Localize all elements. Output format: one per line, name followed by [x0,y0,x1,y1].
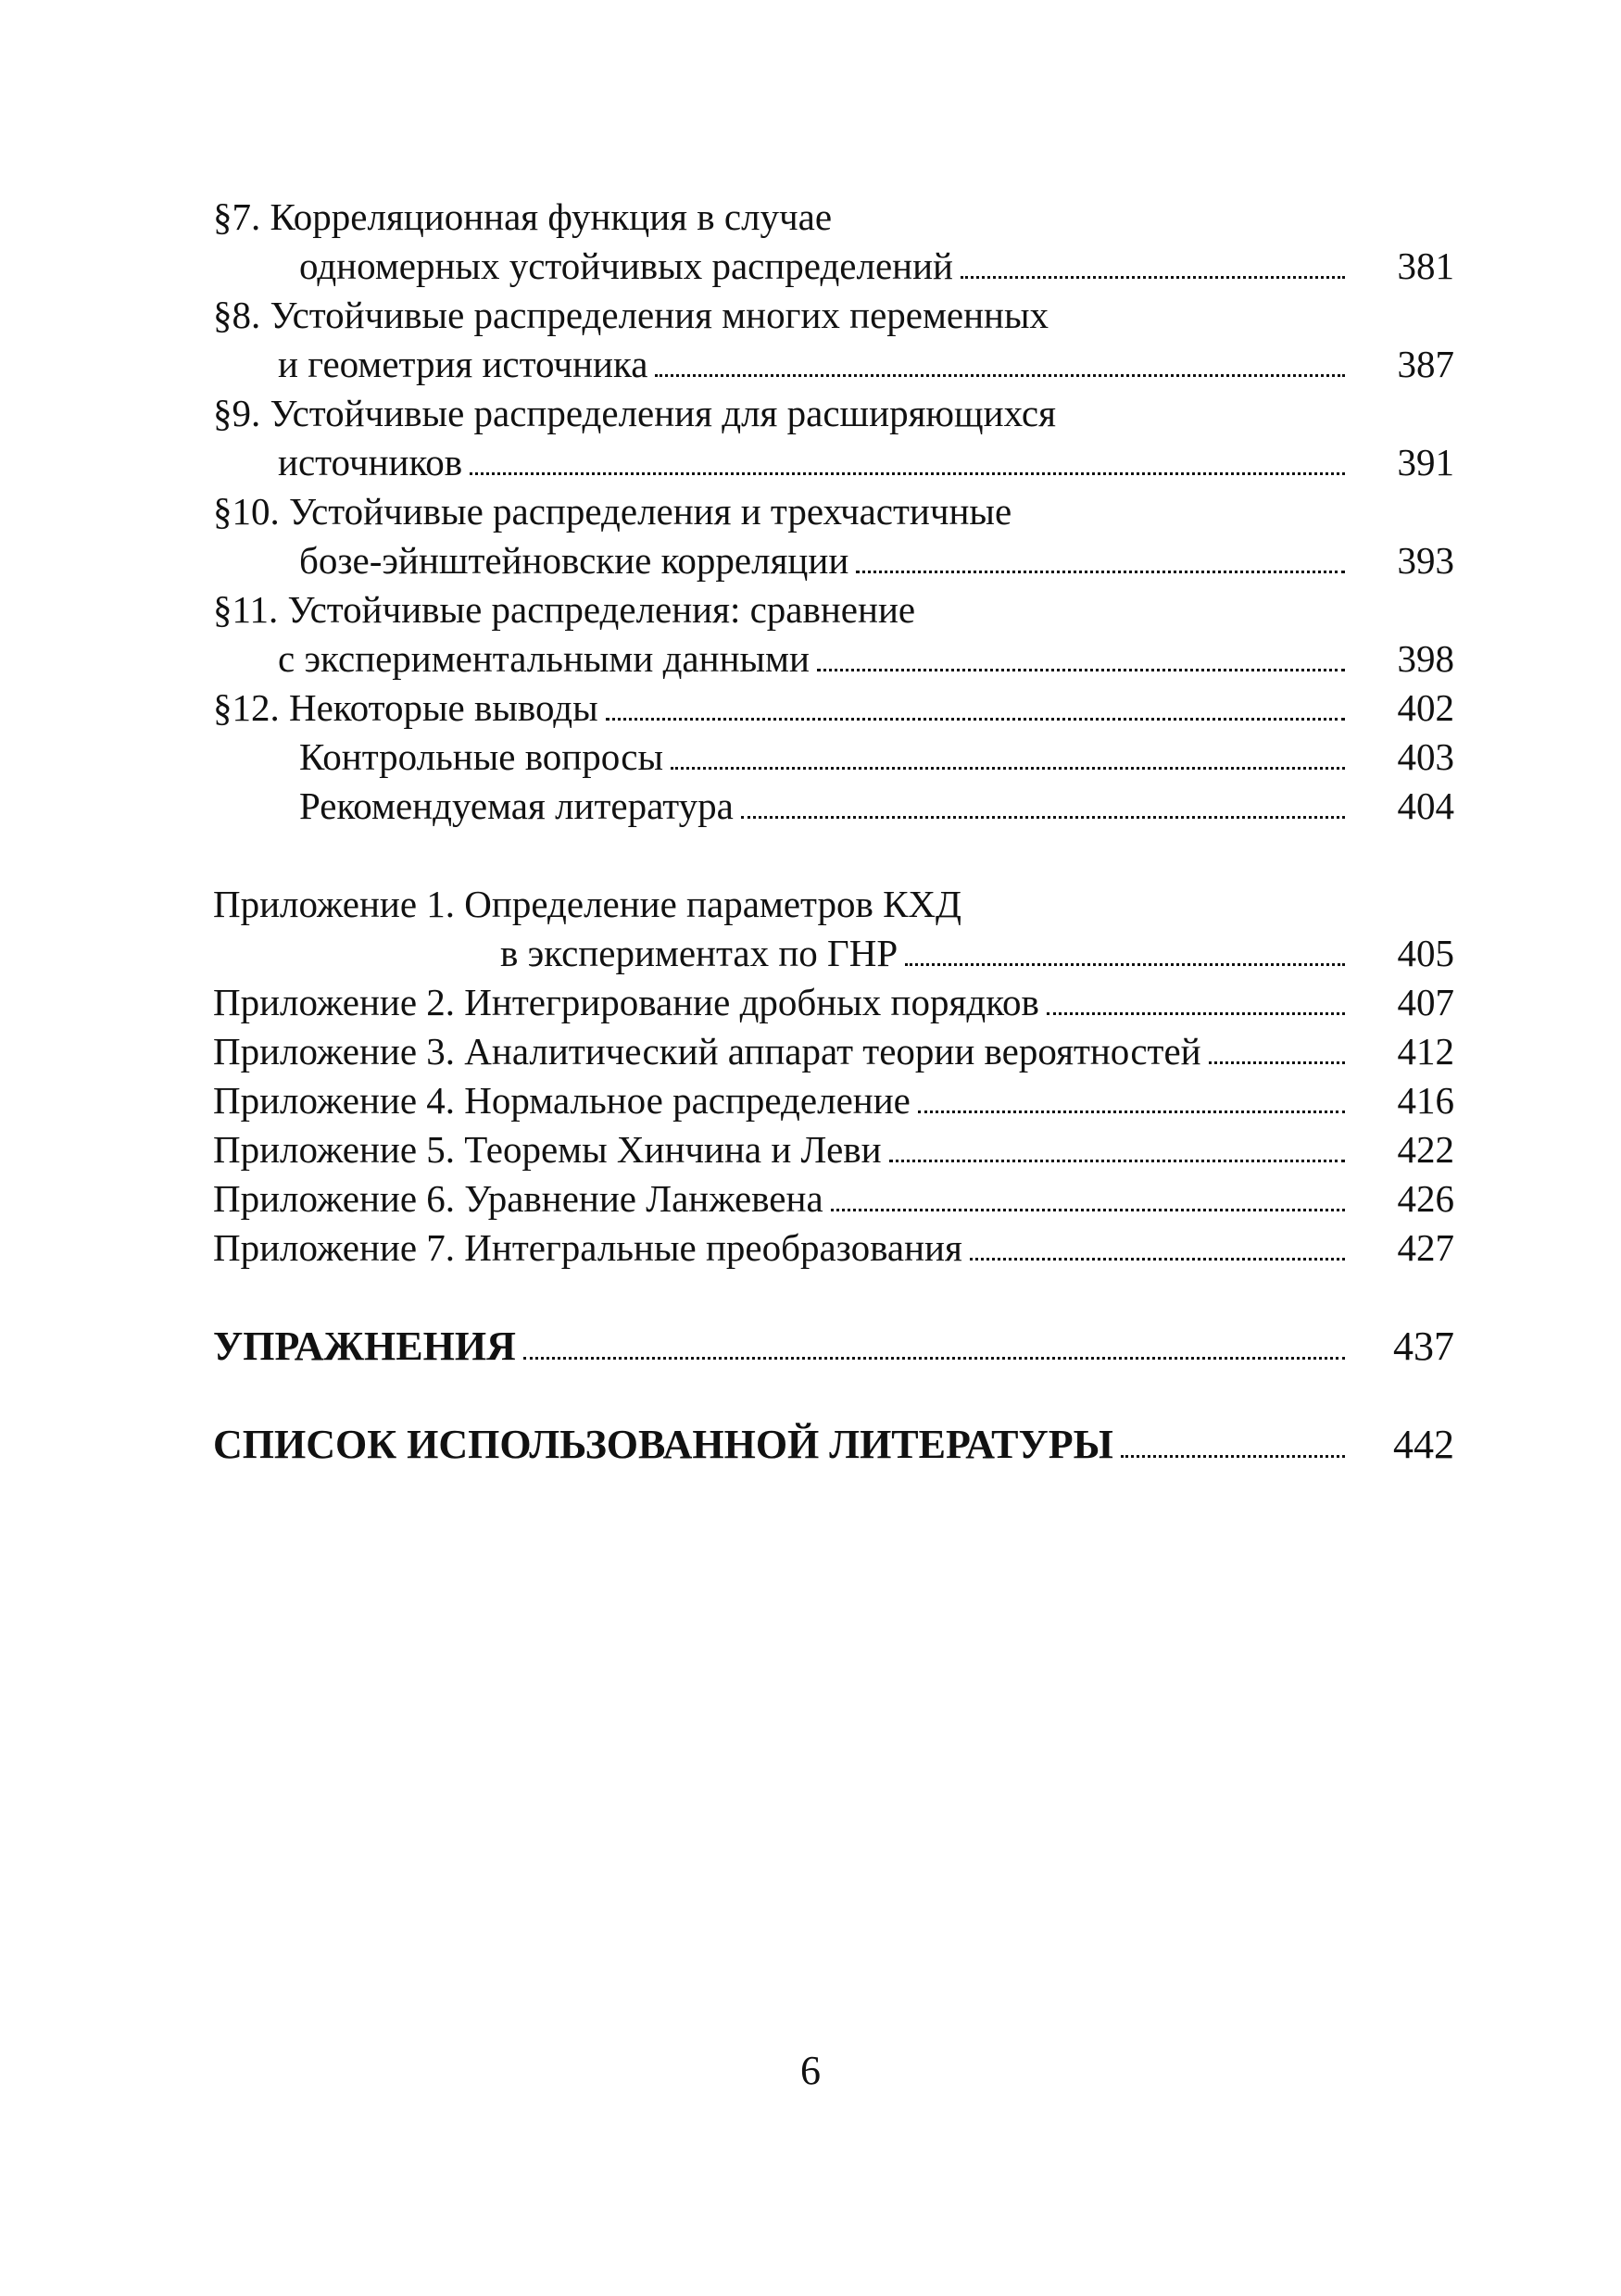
leader-dots [889,1160,1345,1162]
leader-dots [655,374,1345,377]
toc-entry-label: Приложение 2. Интегрирование дробных порядков [213,981,1039,1023]
leader-dots [523,1357,1345,1360]
toc-page-number: 404 [1397,784,1454,827]
toc-entry-label: бозе-эйнштейновские корреляции [299,539,849,582]
toc-entry-label: Контрольные вопросы [299,735,664,778]
leader-dots [1047,1012,1345,1015]
toc-entry-app2[interactable] [213,978,1454,1027]
toc-page-number: 442 [1393,1422,1454,1467]
toc-entry-label: §12. Некоторые выводы [213,686,598,729]
toc-entry-label: Приложение 6. Уравнение Ланжевена [213,1177,823,1220]
toc-entry-exercises[interactable] [213,1322,1454,1371]
toc-entry-label: источников [278,441,463,483]
toc-page-number: 407 [1397,981,1454,1023]
leader-dots [961,276,1345,279]
toc-entry-app3[interactable] [213,1027,1454,1076]
page-number: 6 [800,2048,821,2093]
toc-page-number: 422 [1397,1128,1454,1171]
toc-entry-app1[interactable] [213,929,1454,978]
toc-page-number: 381 [1397,245,1454,287]
toc-entry-label: Приложение 1. Определение параметров КХД [213,883,961,925]
toc-entry-label: Приложение 5. Теоремы Хинчина и Леви [213,1128,882,1171]
toc-page-number: 416 [1397,1079,1454,1122]
toc-entry-label: Рекомендуемая литература [299,784,734,827]
toc-entry-s7[interactable] [213,242,1454,291]
toc-entry-s12[interactable] [213,684,1454,733]
toc-page-number: 437 [1393,1324,1454,1369]
leader-dots [741,816,1345,819]
toc-entry-label: в экспериментах по ГНР [500,932,898,974]
table-of-contents [213,193,1454,1469]
toc-page-number: 398 [1397,637,1454,680]
toc-entry-label: §9. Устойчивые распределения для расширяющихся [213,392,1056,434]
toc-page-number: 393 [1397,539,1454,582]
toc-entry-label: §7. Корреляционная функция в случае [213,195,833,238]
toc-entry-s9[interactable] [213,438,1454,487]
toc-entry-app7[interactable] [213,1223,1454,1273]
toc-entry-label: Приложение 4. Нормальное распределение [213,1079,911,1122]
toc-entry-questions[interactable] [213,733,1454,782]
toc-page-number: 412 [1397,1030,1454,1073]
toc-entry-label: §10. Устойчивые распределения и трехчастичные [213,490,1012,533]
toc-entry-s10-title [213,487,1454,536]
toc-entry-app1-title [213,880,1454,929]
toc-entry-label: УПРАЖНЕНИЯ [213,1324,516,1369]
toc-entry-s11[interactable] [213,634,1454,684]
toc-page-number: 387 [1397,343,1454,385]
toc-entry-literature[interactable] [213,782,1454,831]
toc-entry-s10[interactable] [213,536,1454,585]
toc-entry-label: с экспериментальными данными [278,637,810,680]
toc-entry-label: одномерных устойчивых распределений [299,245,953,287]
toc-page-number: 426 [1397,1177,1454,1220]
toc-page-number: 427 [1397,1226,1454,1269]
toc-entry-app6[interactable] [213,1174,1454,1223]
leader-dots [831,1209,1345,1211]
toc-entry-label: Приложение 7. Интегральные преобразования [213,1226,962,1269]
leader-dots [1121,1455,1345,1458]
leader-dots [970,1258,1345,1261]
leader-dots [905,963,1345,966]
spacer [213,1273,1454,1322]
spacer [213,1371,1454,1420]
toc-entry-app5[interactable] [213,1125,1454,1174]
toc-entry-label: СПИСОК ИСПОЛЬЗОВАННОЙ ЛИТЕРАТУРЫ [213,1422,1113,1467]
toc-page-number: 405 [1397,932,1454,974]
toc-entry-s7-title [213,193,1454,242]
toc-entry-s8-title [213,291,1454,340]
leader-dots [1209,1061,1345,1064]
leader-dots [671,767,1345,770]
toc-page-number: 391 [1397,441,1454,483]
toc-entry-s8[interactable] [213,340,1454,389]
toc-entry-label: §8. Устойчивые распределения многих переменных [213,294,1049,336]
leader-dots [817,669,1345,671]
toc-page-number: 403 [1397,735,1454,778]
toc-entry-app4[interactable] [213,1076,1454,1125]
toc-entry-s11-title [213,585,1454,634]
leader-dots [918,1110,1345,1113]
toc-page-number: 402 [1397,686,1454,729]
leader-dots [856,571,1345,573]
toc-entry-label: §11. Устойчивые распределения: сравнение [213,588,916,631]
toc-entry-label: и геометрия источника [278,343,648,385]
toc-entry-label: Приложение 3. Аналитический аппарат теории вероятностей [213,1030,1201,1073]
spacer [213,831,1454,880]
toc-entry-s9-title [213,389,1454,438]
leader-dots [606,718,1345,721]
leader-dots [470,472,1345,475]
toc-entry-references[interactable] [213,1420,1454,1469]
